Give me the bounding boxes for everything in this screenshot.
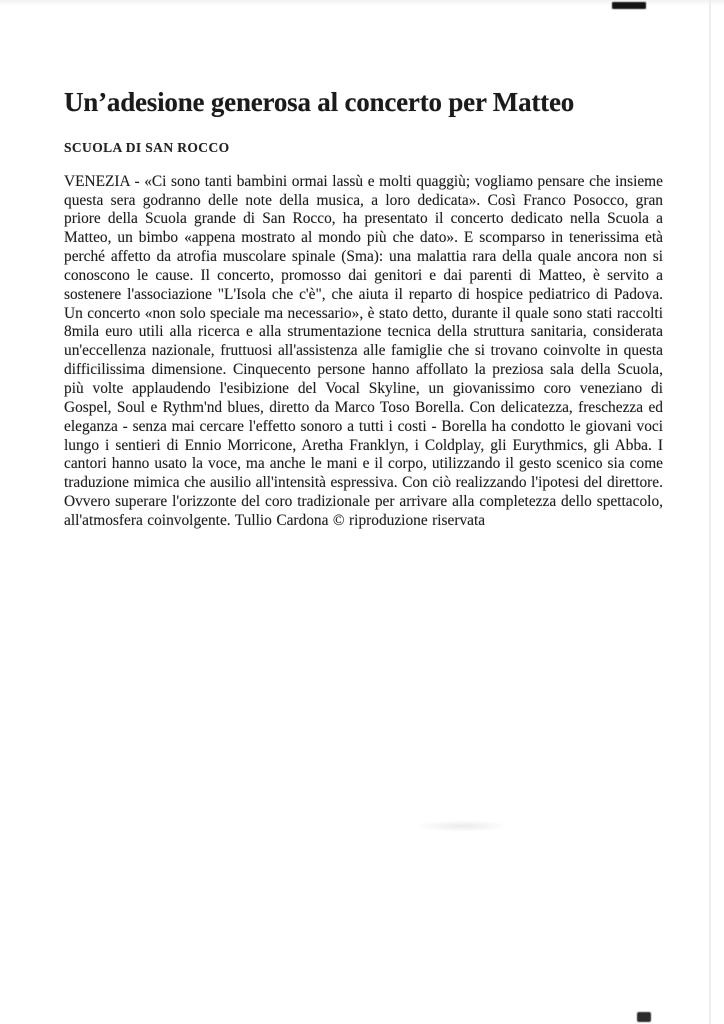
article-title: Un’adesione generosa al concerto per Matteo bbox=[64, 87, 575, 117]
article-body: VENEZIA - «Ci sono tanti bambini ormai lassù e molti quaggiù; vogliamo pensare che insieme questa sera godranno delle note della musica, a loro dedicata». Così Franco Posocco, gran priore della Scuola grande di San Rocco, ha presentato il concerto dedicato nella Scuola a Matteo, un bimbo «appena mostrato al mondo più che dato». E scomparso in tenerissima età perché affetto da atrofia muscolare spinale (Sma): una malattia rara della quale ancora non si conoscono le cause. Il concerto, promosso dai genitori e dai parenti di Matteo, è servito a sostenere l'associazione "L'Isola che c'è", che aiuta il reparto di hospice pediatrico di Padova. Un concerto «non solo speciale ma necessario», è stato detto, durante il quale sono stati raccolti 8mila euro utili alla ricerca e alla strumentazione tecnica della struttura sanitaria, considerata un'eccellenza nazionale, fruttuosi all'assistenza alle famiglie che si trovano coinvolte in questa difficilissima dimensione. Cinquecento persone hanno affollato la preziosa sala della Scuola, più volte applaudendo l'esibizione del Vocal Skyline, un giovanissimo coro veneziano di Gospel, Soul e Rythm'nd blues, diretto da Marco Toso Borella. Con delicatezza, freschezza ed eleganza - senza mai cercare l'effetto sonoro a tutti i costi - Borella ha condotto le giovani voci lungo i sentieri di Ennio Morricone, Aretha Franklyn, i Coldplay, gli Eurythmics, gli Abba. I cantori hanno usato la voce, ma anche le mani e il corpo, utilizzando il gesto scenico sia come traduzione mimica che ausilio all'intensità espressiva. Con ciò realizzando l'ipotesi del direttore. Ovvero superare l'orizzonte del coro tradizionale per arrivare alla completezza dello spettacolo, all'atmosfera coinvolgente. Tullio Cardona © riproduzione riservata bbox=[64, 172, 663, 529]
scan-smudge bbox=[415, 820, 510, 832]
article bbox=[64, 88, 663, 531]
scanner-mark-bottom-right bbox=[637, 1012, 651, 1022]
scan-page-edge-line bbox=[709, 0, 711, 1024]
section-heading: SCUOLA DI SAN ROCCO bbox=[64, 139, 230, 155]
scanner-mark-top-right bbox=[612, 2, 646, 9]
